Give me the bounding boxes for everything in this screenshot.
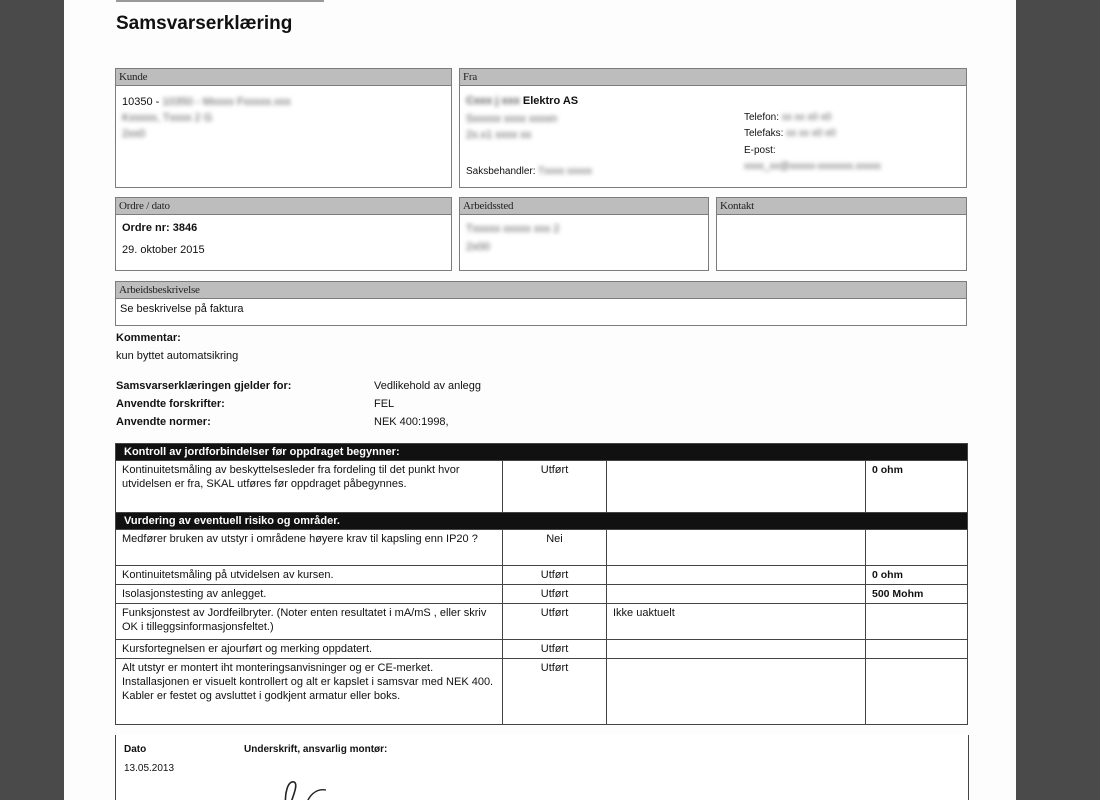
table-row (116, 585, 968, 604)
from-email-value: xxxx_xx@xxxxx-xxxxxxx.xxxxx (744, 161, 881, 172)
control-table (115, 443, 968, 725)
contact-header: Kontakt (717, 198, 966, 215)
section-row-2 (116, 513, 968, 530)
from-header: Fra (460, 69, 966, 86)
check-status: Utført (503, 585, 607, 604)
check-info (607, 659, 866, 725)
comment-text: kun byttet automatsikring (116, 350, 239, 362)
from-phone: Telefon: xx xx x0 x0 (744, 112, 832, 123)
table-row (116, 530, 968, 566)
document-page (64, 0, 1016, 800)
table-row (116, 566, 968, 585)
customer-box (115, 68, 452, 188)
check-desc: Kontinuitetsmåling på utvidelsen av kursen. (116, 566, 503, 585)
check-desc: Funksjonstest av Jordfeilbryter. (Noter enten resultatet i mA/mS , eller skriv OK i tilleggsinformasjonsfeltet.) (116, 604, 503, 640)
applies-value: Vedlikehold av anlegg (374, 380, 482, 392)
contact-box (716, 197, 967, 271)
norms-value: NEK 400:1998, (374, 416, 449, 428)
check-status: Utført (503, 566, 607, 585)
check-info (607, 461, 866, 513)
check-value (866, 530, 968, 566)
check-status: Utført (503, 604, 607, 640)
from-fax: Telefaks: xx xx x0 x0 (744, 128, 836, 139)
check-info (607, 566, 866, 585)
applies-label: Samsvarserklæringen gjelder for: (116, 380, 292, 392)
customer-line-2: Kxxxxx, Txxxx 2 G (122, 112, 213, 124)
check-status: Nei (503, 530, 607, 566)
regulations-label: Anvendte forskrifter: (116, 398, 225, 410)
check-info (607, 640, 866, 659)
norms-label: Anvendte normer: (116, 416, 211, 428)
from-case-handler: Saksbehandler: Txxxx xxxxx (466, 166, 592, 177)
work-description-text: Se beskrivelse på faktura (120, 303, 244, 315)
check-value: 0 ohm (866, 461, 968, 513)
check-value (866, 659, 968, 725)
check-status: Utført (503, 461, 607, 513)
from-box (459, 68, 967, 188)
section-1-heading: Kontroll av jordforbindelser før oppdraget begynner: (116, 444, 968, 461)
check-value: 500 Mohm (866, 585, 968, 604)
from-company (466, 94, 578, 108)
check-desc: Medfører bruken av utstyr i områdene høyere krav til kapsling enn IP20 ? (116, 530, 503, 566)
table-row (116, 604, 968, 640)
check-value (866, 640, 968, 659)
document-title: Samsvarserklæring (116, 13, 293, 34)
customer-header: Kunde (116, 69, 451, 86)
customer-line-3: 2xx0 (122, 128, 146, 140)
workplace-line-2: 2x00 (466, 241, 490, 253)
order-box (115, 197, 452, 271)
section-row-1 (116, 444, 968, 461)
check-value (866, 604, 968, 640)
from-company-name: Elektro AS (522, 95, 579, 107)
comment-label: Kommentar: (116, 332, 181, 344)
from-email-label: E-post: (744, 145, 776, 156)
section-2-heading: Vurdering av eventuell risiko og områder. (116, 513, 968, 530)
check-status: Utført (503, 659, 607, 725)
work-description-header: Arbeidsbeskrivelse (116, 282, 966, 299)
check-desc: Kursfortegnelsen er ajourført og merking oppdatert. (116, 640, 503, 659)
check-desc: Isolasjonstesting av anlegget. (116, 585, 503, 604)
handwritten-signature (278, 776, 348, 800)
work-description-box (115, 281, 967, 326)
customer-line-1: 10350 - 10350 - Mxxxx Fxxxxx.xxx (122, 96, 291, 108)
workplace-header: Arbeidssted (460, 198, 708, 215)
workplace-box (459, 197, 709, 271)
order-number: Ordre nr: 3846 (122, 222, 198, 234)
order-header: Ordre / dato (116, 198, 451, 215)
table-row (116, 461, 968, 513)
regulations-value: FEL (374, 398, 395, 410)
signature-date-value: 13.05.2013 (124, 763, 175, 774)
workplace-line-1: Txxxxx xxxxx xxx 2 (466, 223, 560, 235)
check-desc: Kontinuitetsmåling av beskyttelsesleder fra fordeling til det punkt hvor utvidelsen er fra, SKAL utføres før oppdraget påbegynnes. (116, 461, 503, 513)
check-info (607, 585, 866, 604)
from-address-2: 2x.x1 xxxx xx (466, 129, 532, 141)
top-rule (116, 0, 324, 2)
signature-date-label: Dato (124, 744, 147, 755)
signature-label: Underskrift, ansvarlig montør: (244, 744, 388, 755)
check-status: Utført (503, 640, 607, 659)
check-info (607, 530, 866, 566)
check-desc: Alt utstyr er montert iht monteringsanvisninger og er CE-merket. Installasjonen er visuelt kontrollert og alt er kapslet i samsvar med NEK 400. Kabler er festet og avsluttet i godkjent armatur eller boks. (116, 659, 503, 725)
signature-area (115, 735, 969, 800)
from-address-1: Sxxxxx xxxx xxxxn (466, 113, 558, 125)
table-row (116, 659, 968, 725)
from-company-prefix: Cxxx j xxx (466, 95, 520, 107)
order-date: 29. oktober 2015 (122, 244, 205, 256)
table-row (116, 640, 968, 659)
check-value: 0 ohm (866, 566, 968, 585)
check-info: Ikke uaktuelt (607, 604, 866, 640)
